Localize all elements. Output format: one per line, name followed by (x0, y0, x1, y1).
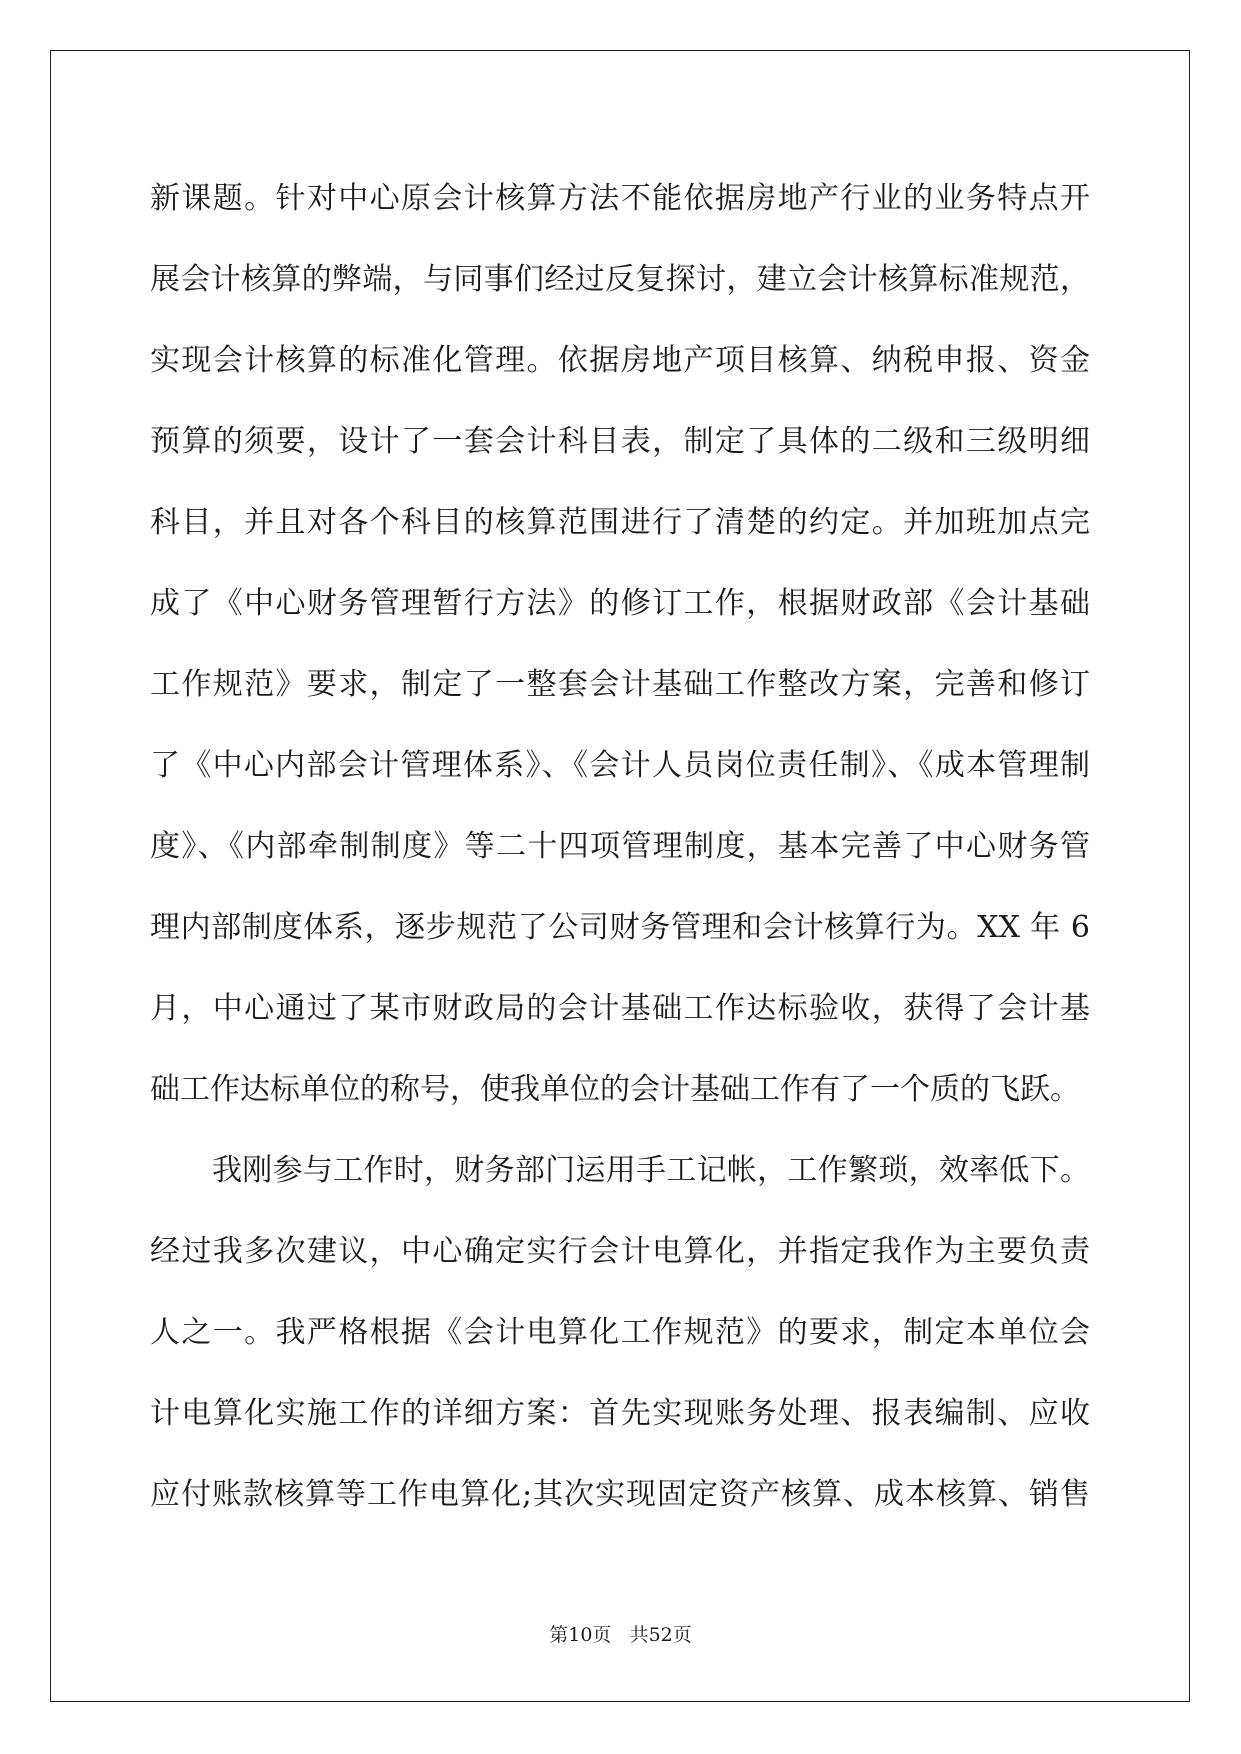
document-body (150, 158, 1090, 1535)
text-line: 础工作达标单位的称号，使我单位的会计基础工作有了一个质的飞跃。 (150, 1072, 1080, 1107)
text-line: 月，中心通过了某市财政局的会计基础工作达标验收，获得了会计基 (150, 991, 1090, 1026)
text-line: 应付账款核算等工作电算化;其次实现固定资产核算、成本核算、销售 (150, 1477, 1090, 1512)
page-number: 第10页 (549, 1624, 612, 1646)
text-line: 计电算化实施工作的详细方案：首先实现账务处理、报表编制、应收 (150, 1396, 1090, 1431)
text-line: 了《中心内部会计管理体系》、《会计人员岗位责任制》、《成本管理制 (150, 748, 1090, 783)
text-line: 实现会计核算的标准化管理。依据房地产项目核算、纳税申报、资金 (150, 343, 1090, 378)
text-line: 工作规范》要求，制定了一整套会计基础工作整改方案，完善和修订 (150, 667, 1090, 702)
text-line: 新课题。针对中心原会计核算方法不能依据房地产行业的业务特点开 (150, 181, 1090, 216)
text-line: 经过我多次建议，中心确定实行会计电算化，并指定我作为主要负责 (150, 1234, 1090, 1269)
text-line: 成了《中心财务管理暂行方法》的修订工作，根据财政部《会计基础 (150, 586, 1090, 621)
text-line-paragraph-start: 我刚参与工作时，财务部门运用手工记帐，工作繁琐，效率低下。 (212, 1153, 1090, 1188)
text-line: 人之一。我严格根据《会计电算化工作规范》的要求，制定本单位会 (150, 1315, 1090, 1350)
text-line: 预算的须要，设计了一套会计科目表，制定了具体的二级和三级明细 (150, 424, 1090, 459)
text-line: 理内部制度体系，逐步规范了公司财务管理和会计核算行为。XX 年 6 (150, 910, 1090, 945)
text-line: 科目，并且对各个科目的核算范围进行了清楚的约定。并加班加点完 (150, 505, 1090, 540)
text-line: 展会计核算的弊端，与同事们经过反复探讨，建立会计核算标准规范， (150, 262, 1090, 297)
page-footer (0, 1620, 1241, 1647)
page-total: 共52页 (629, 1624, 692, 1646)
text-line: 度》、《内部牵制制度》等二十四项管理制度，基本完善了中心财务管 (150, 829, 1090, 864)
